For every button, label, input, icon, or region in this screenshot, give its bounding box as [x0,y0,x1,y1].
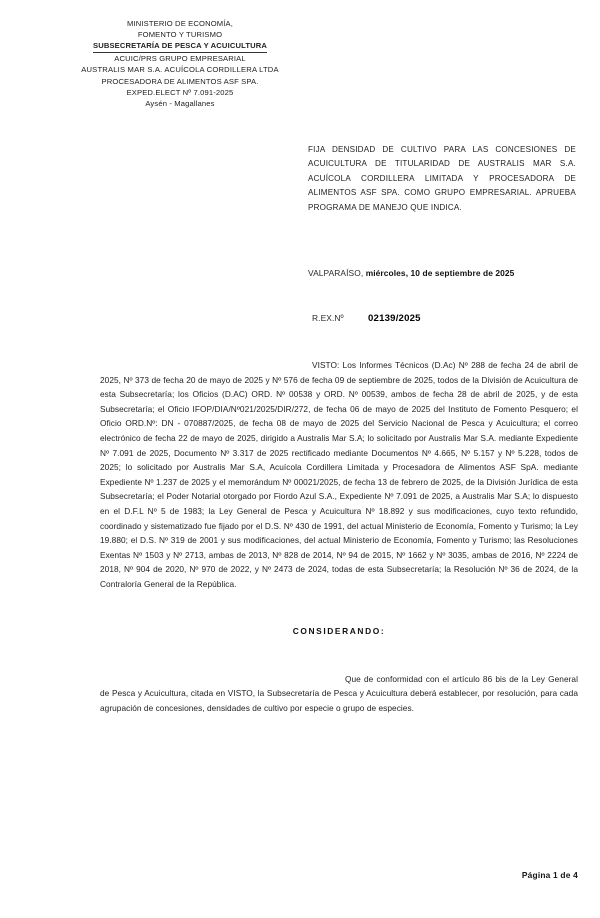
document-body [100,358,578,715]
letterhead-subline-2: AUSTRALIS MAR S.A. ACUÍCOLA CORDILLERA LTDA [81,65,279,75]
institution-line [40,40,320,53]
visto-paragraph [100,358,578,592]
region-label: Aysén - Magallanes [145,98,215,108]
institution-name: SUBSECRETARÍA DE PESCA Y ACUICULTURA [93,40,267,53]
considerando-heading: CONSIDERANDO: [292,625,386,636]
letterhead-subline-1: ACUIC/PRS GRUPO EMPRESARIAL [114,54,246,64]
spacer-after-considerando [100,636,578,672]
page-footer: Página 1 de 4 [521,870,578,880]
considerando-text: General de Pesca y Acuicultura, citada en VISTO, la Subsecretaría de Pesca y Acuicultura deberá establecer, por resolución, para cada agrupación de concesiones, densidades de cultivo por especie o grupo de especies. [100,673,578,713]
subject-block: FIJA DENSIDAD DE CULTIVO PARA LAS CONCESIONES DE ACUICULTURA DE TITULARIDAD DE AUSTRALIS MAR S.A. ACUÍCOLA CORDILLERA LIMITADA Y PROCESADORA DE ALIMENTOS ASF SPA. COMO GRUPO EMPRESARIAL. APRUEBA PROGRAMA DE MANEJO QUE INDICA. [308,145,576,212]
considerando-paragraph [100,672,578,716]
date-label: miércoles, 10 de septiembre de 2025 [365,268,515,278]
spacer-before-considerando [100,592,578,626]
considerando-lead: Que de conformidad con el artículo 86 bis de la Ley [345,673,545,684]
place-and-date [308,268,578,278]
letterhead [40,18,320,109]
expediente-number: EXPED.ELECT Nº 7.091-2025 [126,87,234,97]
letterhead-subline-3: PROCESADORA DE ALIMENTOS ASF SPA. [101,76,259,86]
ministry-line-2: FOMENTO Y TURISMO [137,30,223,40]
ministry-line-1: MINISTERIO DE ECONOMÍA, [127,19,233,28]
visto-text: 24 de abril de 2025, Nº 373 de fecha 20 de mayo de 2025 y Nº 576 de fecha 09 de septiembre de 2025, todos de la División de Acuicultura de esta Subsecretaría; los Oficios (D.AC) ORD. Nº 00538 y ORD. Nº 00539, ambos de fecha 28 de abril de 2025, y de esta Subsecretaría; el Oficio IFOP/DIA/Nº021/2025/DIR/272, de fecha 06 de mayo de 2025 del Instituto de Fomento Pesquero; el Oficio ORD.Nº: DN - 070887/2025, de fecha 08 de mayo de 2025 del Servicio Nacional de Pesca y Acuicultura; el correo electrónico de fecha 22 de mayo de 2025, dirigido a Australis Mar S.A; lo solicitado por Australis Mar S.A. mediante Expediente Nº 7.091 de 2025, Documento Nº 3.317 de 2025 rectificado mediante Documentos Nº 4.665, Nº 5.157 y Nº 5.228, todos de 2025; lo solicitado por Australis Mar S.A, Acuícola Cordillera Limitada y Procesadora de Alimentos ASF SpA. mediante Expediente Nº 1.237 de 2025 y el memorándum Nº 00021/2025, de fecha 13 de febrero de 2025, de la División Jurídica de esta Subsecretaría; el Poder Notarial otorgado por Fiordo Azul S.A., Expediente Nº 7.091 de 2025, a Australis Mar S.A; lo dispuesto en el D.F.L Nº 5 de 1983; la Ley General de Pesca y Acuicultura Nº 18.892 y sus modificaciones, cuyo texto refundido, coordinado y sistematizado fue fijado por el D.S. Nº 430 de 1991, del actual Ministerio de Economía, Fomento y Turismo; la Ley 19.880; el D.S. Nº 319 de 2001 y sus modificaciones, del actual Ministerio de Economía, Fomento y Turismo; las Resoluciones Exentas Nº 1503 y Nº 2713, ambas de 2013, Nº 828 de 2014, Nº 94 de 2015, Nº 1662 y Nº 3035, ambas de 2016, Nº 2224 de 2018, Nº 904 de 2020, Nº 970 de 2022, y Nº 2473 de 2024, todas de esta Subsecretaría; la Resolución Nº 36 de 2024, de la Contraloría General de la República. [100,360,579,589]
city-label: VALPARAÍSO, [308,268,364,278]
resolution-number: 02139/2025 [368,313,421,324]
resolution-number-block [312,313,421,324]
visto-lead: VISTO: Los Informes Técnicos (D.Ac) Nº 288 de fecha [312,360,522,370]
resolution-label: R.EX.Nº [312,313,344,323]
